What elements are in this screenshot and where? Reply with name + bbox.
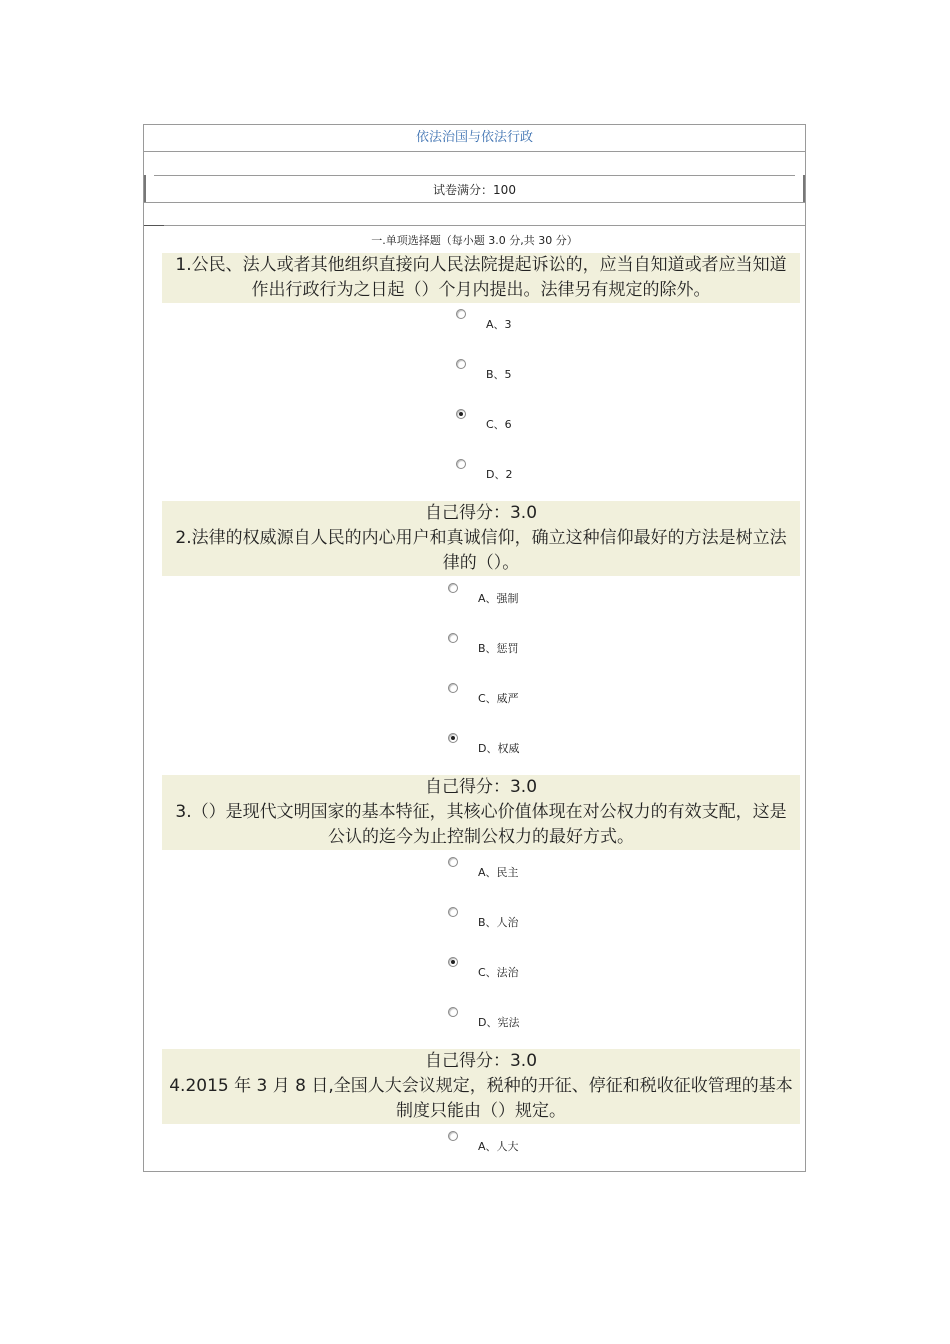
option-label: A、民主 (478, 866, 519, 879)
radio-button[interactable] (448, 583, 458, 593)
question-2 (162, 501, 800, 576)
option-label: C、法治 (478, 966, 519, 979)
radio-button-selected[interactable] (456, 409, 466, 419)
radio-button[interactable] (448, 857, 458, 867)
option-label: A、人大 (478, 1140, 519, 1153)
option-label: D、2 (486, 468, 513, 481)
radio-button-selected[interactable] (448, 957, 458, 967)
question-score: 自己得分：3.0 (424, 503, 538, 523)
option-label: A、强制 (478, 592, 519, 605)
divider (144, 225, 805, 226)
question-text: 1.公民、法人或者其他组织直接向人民法院提起诉讼的，应当自知道或者应当知道作出行政行为之日起（）个月内提出。法律另有规定的除外。 (175, 255, 787, 300)
divider (144, 202, 805, 203)
total-score: 试卷满分：100 (433, 183, 516, 197)
radio-button[interactable] (448, 1131, 458, 1141)
question-text: 4.2015 年 3 月 8 日,全国人大会议规定，税种的开征、停征和税收征收管理的基本制度只能由（）规定。 (169, 1076, 793, 1121)
question-score: 自己得分：3.0 (424, 1051, 538, 1071)
option-label: C、威严 (478, 692, 519, 705)
radio-button[interactable] (448, 683, 458, 693)
exam-title: 依法治国与依法行政 (144, 125, 805, 152)
option-label: A、3 (486, 318, 512, 331)
radio-button[interactable] (456, 309, 466, 319)
radio-button[interactable] (448, 1007, 458, 1017)
section-title: 一.单项选择题（每小题 3.0 分,共 30 分） (371, 234, 578, 247)
option-label: B、惩罚 (478, 642, 519, 655)
option-label: B、人治 (478, 916, 519, 929)
radio-button[interactable] (456, 459, 466, 469)
exam-frame (143, 124, 806, 1172)
radio-button[interactable] (448, 907, 458, 917)
question-text: 3.（）是现代文明国家的基本特征，其核心价值体现在对公权力的有效支配，这是公认的迄今为止控制公权力的最好方式。 (175, 802, 787, 847)
question-text: 2.法律的权威源自人民的内心用户和真诚信仰，确立这种信仰最好的方法是树立法律的（）。 (175, 528, 787, 573)
option-label: D、权威 (478, 742, 520, 755)
question-3 (162, 775, 800, 850)
total-score-row (144, 175, 805, 203)
radio-button[interactable] (456, 359, 466, 369)
question-1 (162, 253, 800, 303)
question-score: 自己得分：3.0 (424, 777, 538, 797)
option-label: D、宪法 (478, 1016, 520, 1029)
question-4 (162, 1049, 800, 1124)
divider (154, 175, 795, 176)
radio-button-selected[interactable] (448, 733, 458, 743)
option-label: B、5 (486, 368, 512, 381)
divider (144, 225, 164, 226)
radio-button[interactable] (448, 633, 458, 643)
option-label: C、6 (486, 418, 512, 431)
